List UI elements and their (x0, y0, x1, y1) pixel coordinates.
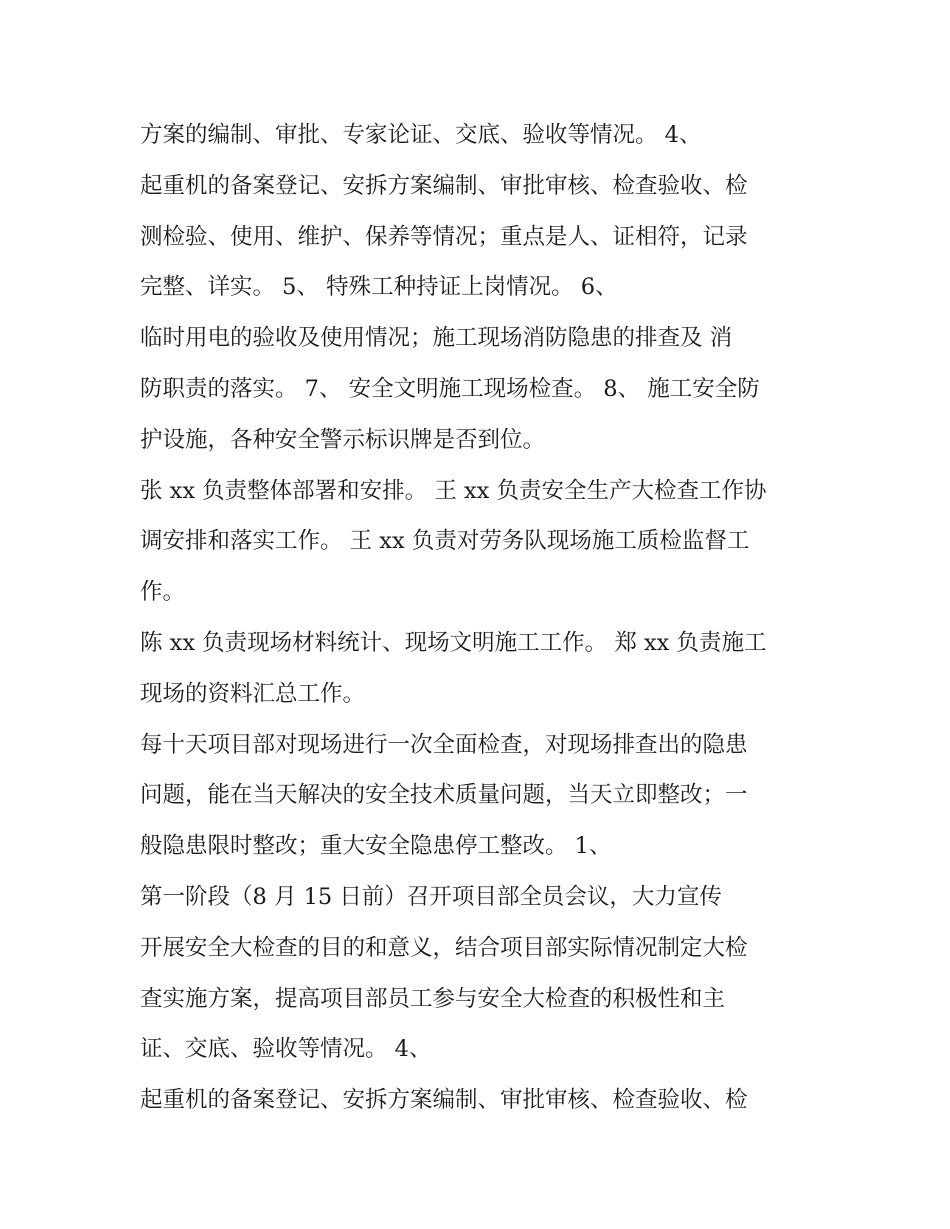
text-line: 护设施，各种安全警示标识牌是否到位。 (140, 426, 546, 453)
text-line: 调安排和落实工作。 王 xx 负责对劳务队现场施工质检监督工 (140, 528, 750, 555)
text-line: 临时用电的验收及使用情况；施工现场消防隐患的排查及 消 (140, 325, 733, 352)
text-line: 陈 xx 负责现场材料统计、现场文明施工工作。 郑 xx 负责施工 (140, 629, 767, 656)
body-text (140, 110, 820, 1126)
text-line: 般隐患限时整改；重大安全隐患停工整改。 1、 (140, 833, 612, 860)
text-line: 张 xx 负责整体部署和安排。 王 xx 负责安全生产大检查工作协 (140, 477, 767, 504)
text-line: 问题，能在当天解决的安全技术质量问题，当天立即整改；一 (140, 782, 748, 809)
text-line: 证、交底、验收等情况。 4、 (140, 1036, 432, 1063)
text-line: 查实施方案，提高项目部员工参与安全大检查的积极性和主 (140, 985, 726, 1012)
text-line: 起重机的备案登记、安拆方案编制、审批审核、检查验收、检 (140, 1087, 748, 1114)
text-line: 现场的资料汇总工作。 (140, 680, 366, 707)
text-line: 起重机的备案登记、安拆方案编制、审批审核、检查验收、检 (140, 172, 748, 199)
text-line: 开展安全大检查的目的和意义，结合项目部实际情况制定大检 (140, 934, 748, 961)
text-line: 测检验、使用、维护、保养等情况；重点是人、证相符，记录 (140, 223, 748, 250)
text-line: 完整、详实。 5、 特殊工种持证上岗情况。 6、 (140, 274, 618, 301)
text-line: 作。 (140, 579, 186, 606)
text-line: 方案的编制、审批、专家论证、交底、验收等情况。 4、 (140, 122, 702, 148)
text-line: 防职责的落实。 7、 安全文明施工现场检查。 8、 施工安全防 (140, 375, 760, 402)
text-line: 每十天项目部对现场进行一次全面检查，对现场排查出的隐患 (140, 731, 748, 758)
text-line: 第一阶段（8 月 15 日前）召开项目部全员会议，大力宣传 (140, 883, 722, 910)
